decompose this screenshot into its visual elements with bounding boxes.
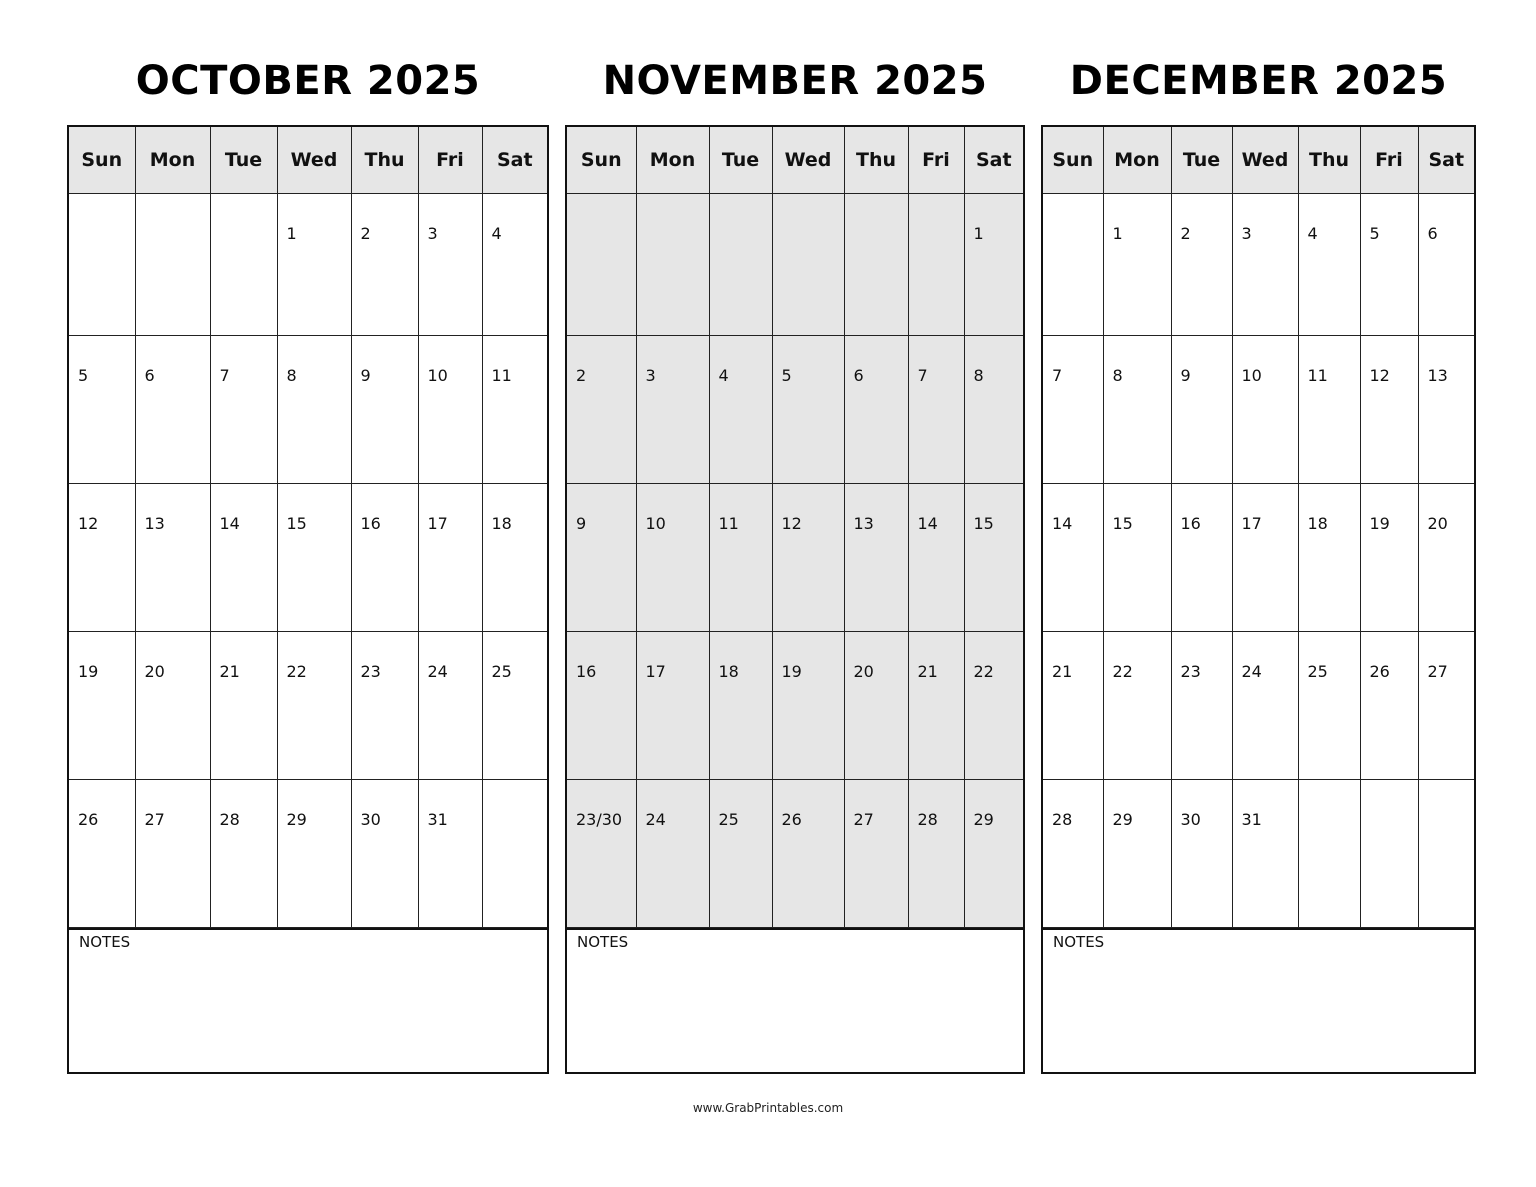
notes-label: NOTES <box>577 933 629 951</box>
notes-label: NOTES <box>79 933 131 951</box>
day-cell[interactable]: 25 <box>482 632 547 780</box>
day-cell[interactable]: 12 <box>69 484 135 632</box>
day-cell[interactable]: 29 <box>277 780 351 928</box>
day-cell[interactable]: 8 <box>964 336 1023 484</box>
weekday-thu: Thu <box>1298 127 1360 194</box>
day-cell[interactable]: 13 <box>135 484 210 632</box>
day-cell[interactable]: 9 <box>1171 336 1232 484</box>
day-cell[interactable]: 10 <box>418 336 482 484</box>
day-cell[interactable]: 29 <box>1103 780 1171 928</box>
day-cell[interactable]: 19 <box>69 632 135 780</box>
day-cell[interactable]: 22 <box>964 632 1023 780</box>
day-cell[interactable]: 31 <box>1232 780 1298 928</box>
weekday-sun: Sun <box>567 127 636 194</box>
weekday-mon: Mon <box>636 127 709 194</box>
day-cell[interactable]: 11 <box>1298 336 1360 484</box>
day-cell[interactable]: 24 <box>418 632 482 780</box>
month-title: DECEMBER 2025 <box>1069 58 1448 104</box>
day-cell[interactable] <box>1360 780 1418 928</box>
day-cell[interactable] <box>1298 780 1360 928</box>
day-cell[interactable]: 28 <box>1043 780 1103 928</box>
day-cell[interactable]: 6 <box>135 336 210 484</box>
week-row <box>567 632 1023 780</box>
day-cell[interactable]: 3 <box>636 336 709 484</box>
day-cell[interactable] <box>908 194 964 336</box>
calendar-table <box>69 127 547 928</box>
notes-area[interactable] <box>69 928 547 1072</box>
day-cell[interactable] <box>567 194 636 336</box>
calendar-grid <box>1041 125 1476 1074</box>
notes-area[interactable] <box>567 928 1023 1072</box>
day-cell[interactable]: 26 <box>1360 632 1418 780</box>
day-cell[interactable]: 26 <box>69 780 135 928</box>
day-cell[interactable]: 21 <box>1043 632 1103 780</box>
day-cell[interactable]: 30 <box>351 780 418 928</box>
day-cell[interactable]: 12 <box>772 484 844 632</box>
week-row <box>69 484 547 632</box>
day-cell[interactable]: 7 <box>1043 336 1103 484</box>
day-cell[interactable]: 1 <box>1103 194 1171 336</box>
day-cell[interactable]: 2 <box>567 336 636 484</box>
day-cell[interactable]: 6 <box>1418 194 1474 336</box>
day-cell[interactable]: 26 <box>772 780 844 928</box>
calendar-grid <box>565 125 1025 1074</box>
day-cell[interactable]: 20 <box>844 632 908 780</box>
weekday-thu: Thu <box>844 127 908 194</box>
day-cell[interactable]: 1 <box>964 194 1023 336</box>
month-title: NOVEMBER 2025 <box>602 58 988 104</box>
day-cell[interactable]: 17 <box>636 632 709 780</box>
week-row <box>69 194 547 336</box>
day-cell[interactable]: 23 <box>351 632 418 780</box>
month-title: OCTOBER 2025 <box>135 58 481 104</box>
weekday-thu: Thu <box>351 127 418 194</box>
day-cell[interactable]: 24 <box>636 780 709 928</box>
day-cell[interactable]: 18 <box>709 632 772 780</box>
day-cell[interactable]: 9 <box>351 336 418 484</box>
day-cell[interactable]: 16 <box>1171 484 1232 632</box>
footer-website-link[interactable]: www.GrabPrintables.com <box>692 1101 844 1115</box>
day-cell[interactable] <box>69 194 135 336</box>
day-cell[interactable]: 24 <box>1232 632 1298 780</box>
day-cell[interactable]: 15 <box>964 484 1023 632</box>
day-cell[interactable]: 23/30 <box>567 780 636 928</box>
day-cell[interactable]: 30 <box>1171 780 1232 928</box>
day-cell[interactable]: 4 <box>709 336 772 484</box>
day-cell[interactable] <box>844 194 908 336</box>
day-cell[interactable]: 20 <box>1418 484 1474 632</box>
day-cell[interactable]: 14 <box>908 484 964 632</box>
day-cell[interactable]: 29 <box>964 780 1023 928</box>
day-cell[interactable]: 22 <box>277 632 351 780</box>
weekday-sun: Sun <box>1043 127 1103 194</box>
day-cell[interactable]: 15 <box>1103 484 1171 632</box>
day-cell[interactable] <box>135 194 210 336</box>
weekday-sat: Sat <box>964 127 1023 194</box>
day-cell[interactable]: 5 <box>772 336 844 484</box>
week-row <box>1043 780 1474 928</box>
weekday-sat: Sat <box>482 127 547 194</box>
day-cell[interactable]: 12 <box>1360 336 1418 484</box>
notes-area[interactable] <box>1043 928 1474 1072</box>
day-cell[interactable]: 4 <box>1298 194 1360 336</box>
day-cell[interactable] <box>1043 194 1103 336</box>
day-cell[interactable]: 2 <box>351 194 418 336</box>
day-cell[interactable]: 20 <box>135 632 210 780</box>
day-cell[interactable] <box>482 780 547 928</box>
day-cell[interactable]: 22 <box>1103 632 1171 780</box>
day-cell[interactable] <box>636 194 709 336</box>
weekday-fri: Fri <box>1360 127 1418 194</box>
day-cell[interactable]: 11 <box>709 484 772 632</box>
day-cell[interactable]: 11 <box>482 336 547 484</box>
week-row <box>69 336 547 484</box>
weekday-fri: Fri <box>418 127 482 194</box>
day-cell[interactable]: 10 <box>636 484 709 632</box>
calendar-grid <box>67 125 549 1074</box>
day-cell[interactable]: 21 <box>908 632 964 780</box>
day-cell[interactable]: 16 <box>351 484 418 632</box>
day-cell[interactable]: 15 <box>277 484 351 632</box>
day-cell[interactable]: 13 <box>844 484 908 632</box>
day-cell[interactable]: 28 <box>210 780 277 928</box>
day-cell[interactable]: 25 <box>1298 632 1360 780</box>
week-row <box>1043 484 1474 632</box>
day-cell[interactable]: 7 <box>210 336 277 484</box>
weekday-tue: Tue <box>1171 127 1232 194</box>
day-cell[interactable]: 3 <box>418 194 482 336</box>
week-row <box>567 780 1023 928</box>
day-cell[interactable] <box>772 194 844 336</box>
day-cell[interactable]: 27 <box>135 780 210 928</box>
weekday-mon: Mon <box>135 127 210 194</box>
day-cell[interactable]: 13 <box>1418 336 1474 484</box>
day-cell[interactable]: 3 <box>1232 194 1298 336</box>
day-cell[interactable]: 17 <box>418 484 482 632</box>
day-cell[interactable] <box>709 194 772 336</box>
calendar-table <box>567 127 1023 928</box>
week-row <box>567 336 1023 484</box>
day-cell[interactable] <box>210 194 277 336</box>
day-cell[interactable]: 18 <box>482 484 547 632</box>
weekday-fri: Fri <box>908 127 964 194</box>
week-row <box>1043 632 1474 780</box>
day-cell[interactable]: 8 <box>277 336 351 484</box>
day-cell[interactable]: 28 <box>908 780 964 928</box>
day-cell[interactable]: 14 <box>1043 484 1103 632</box>
day-cell[interactable] <box>1418 780 1474 928</box>
weekday-sun: Sun <box>69 127 135 194</box>
day-cell[interactable]: 23 <box>1171 632 1232 780</box>
day-cell[interactable]: 18 <box>1298 484 1360 632</box>
day-cell[interactable]: 31 <box>418 780 482 928</box>
day-cell[interactable]: 27 <box>1418 632 1474 780</box>
day-cell[interactable]: 8 <box>1103 336 1171 484</box>
week-row <box>1043 336 1474 484</box>
day-cell[interactable]: 17 <box>1232 484 1298 632</box>
day-cell[interactable]: 5 <box>69 336 135 484</box>
day-cell[interactable]: 10 <box>1232 336 1298 484</box>
week-row <box>1043 194 1474 336</box>
day-cell[interactable]: 1 <box>277 194 351 336</box>
weekday-tue: Tue <box>210 127 277 194</box>
calendar-table <box>1043 127 1474 928</box>
weekday-mon: Mon <box>1103 127 1171 194</box>
day-cell[interactable]: 14 <box>210 484 277 632</box>
day-cell[interactable]: 6 <box>844 336 908 484</box>
week-row <box>567 194 1023 336</box>
day-cell[interactable]: 7 <box>908 336 964 484</box>
day-cell[interactable]: 19 <box>772 632 844 780</box>
day-cell[interactable]: 25 <box>709 780 772 928</box>
day-cell[interactable]: 2 <box>1171 194 1232 336</box>
weekday-wed: Wed <box>772 127 844 194</box>
weekday-wed: Wed <box>1232 127 1298 194</box>
notes-label: NOTES <box>1053 933 1105 951</box>
weekday-tue: Tue <box>709 127 772 194</box>
day-cell[interactable]: 16 <box>567 632 636 780</box>
week-row <box>567 484 1023 632</box>
day-cell[interactable]: 4 <box>482 194 547 336</box>
day-cell[interactable]: 21 <box>210 632 277 780</box>
week-row <box>69 632 547 780</box>
day-cell[interactable]: 27 <box>844 780 908 928</box>
week-row <box>69 780 547 928</box>
weekday-wed: Wed <box>277 127 351 194</box>
day-cell[interactable]: 9 <box>567 484 636 632</box>
weekday-sat: Sat <box>1418 127 1474 194</box>
day-cell[interactable]: 19 <box>1360 484 1418 632</box>
day-cell[interactable]: 5 <box>1360 194 1418 336</box>
